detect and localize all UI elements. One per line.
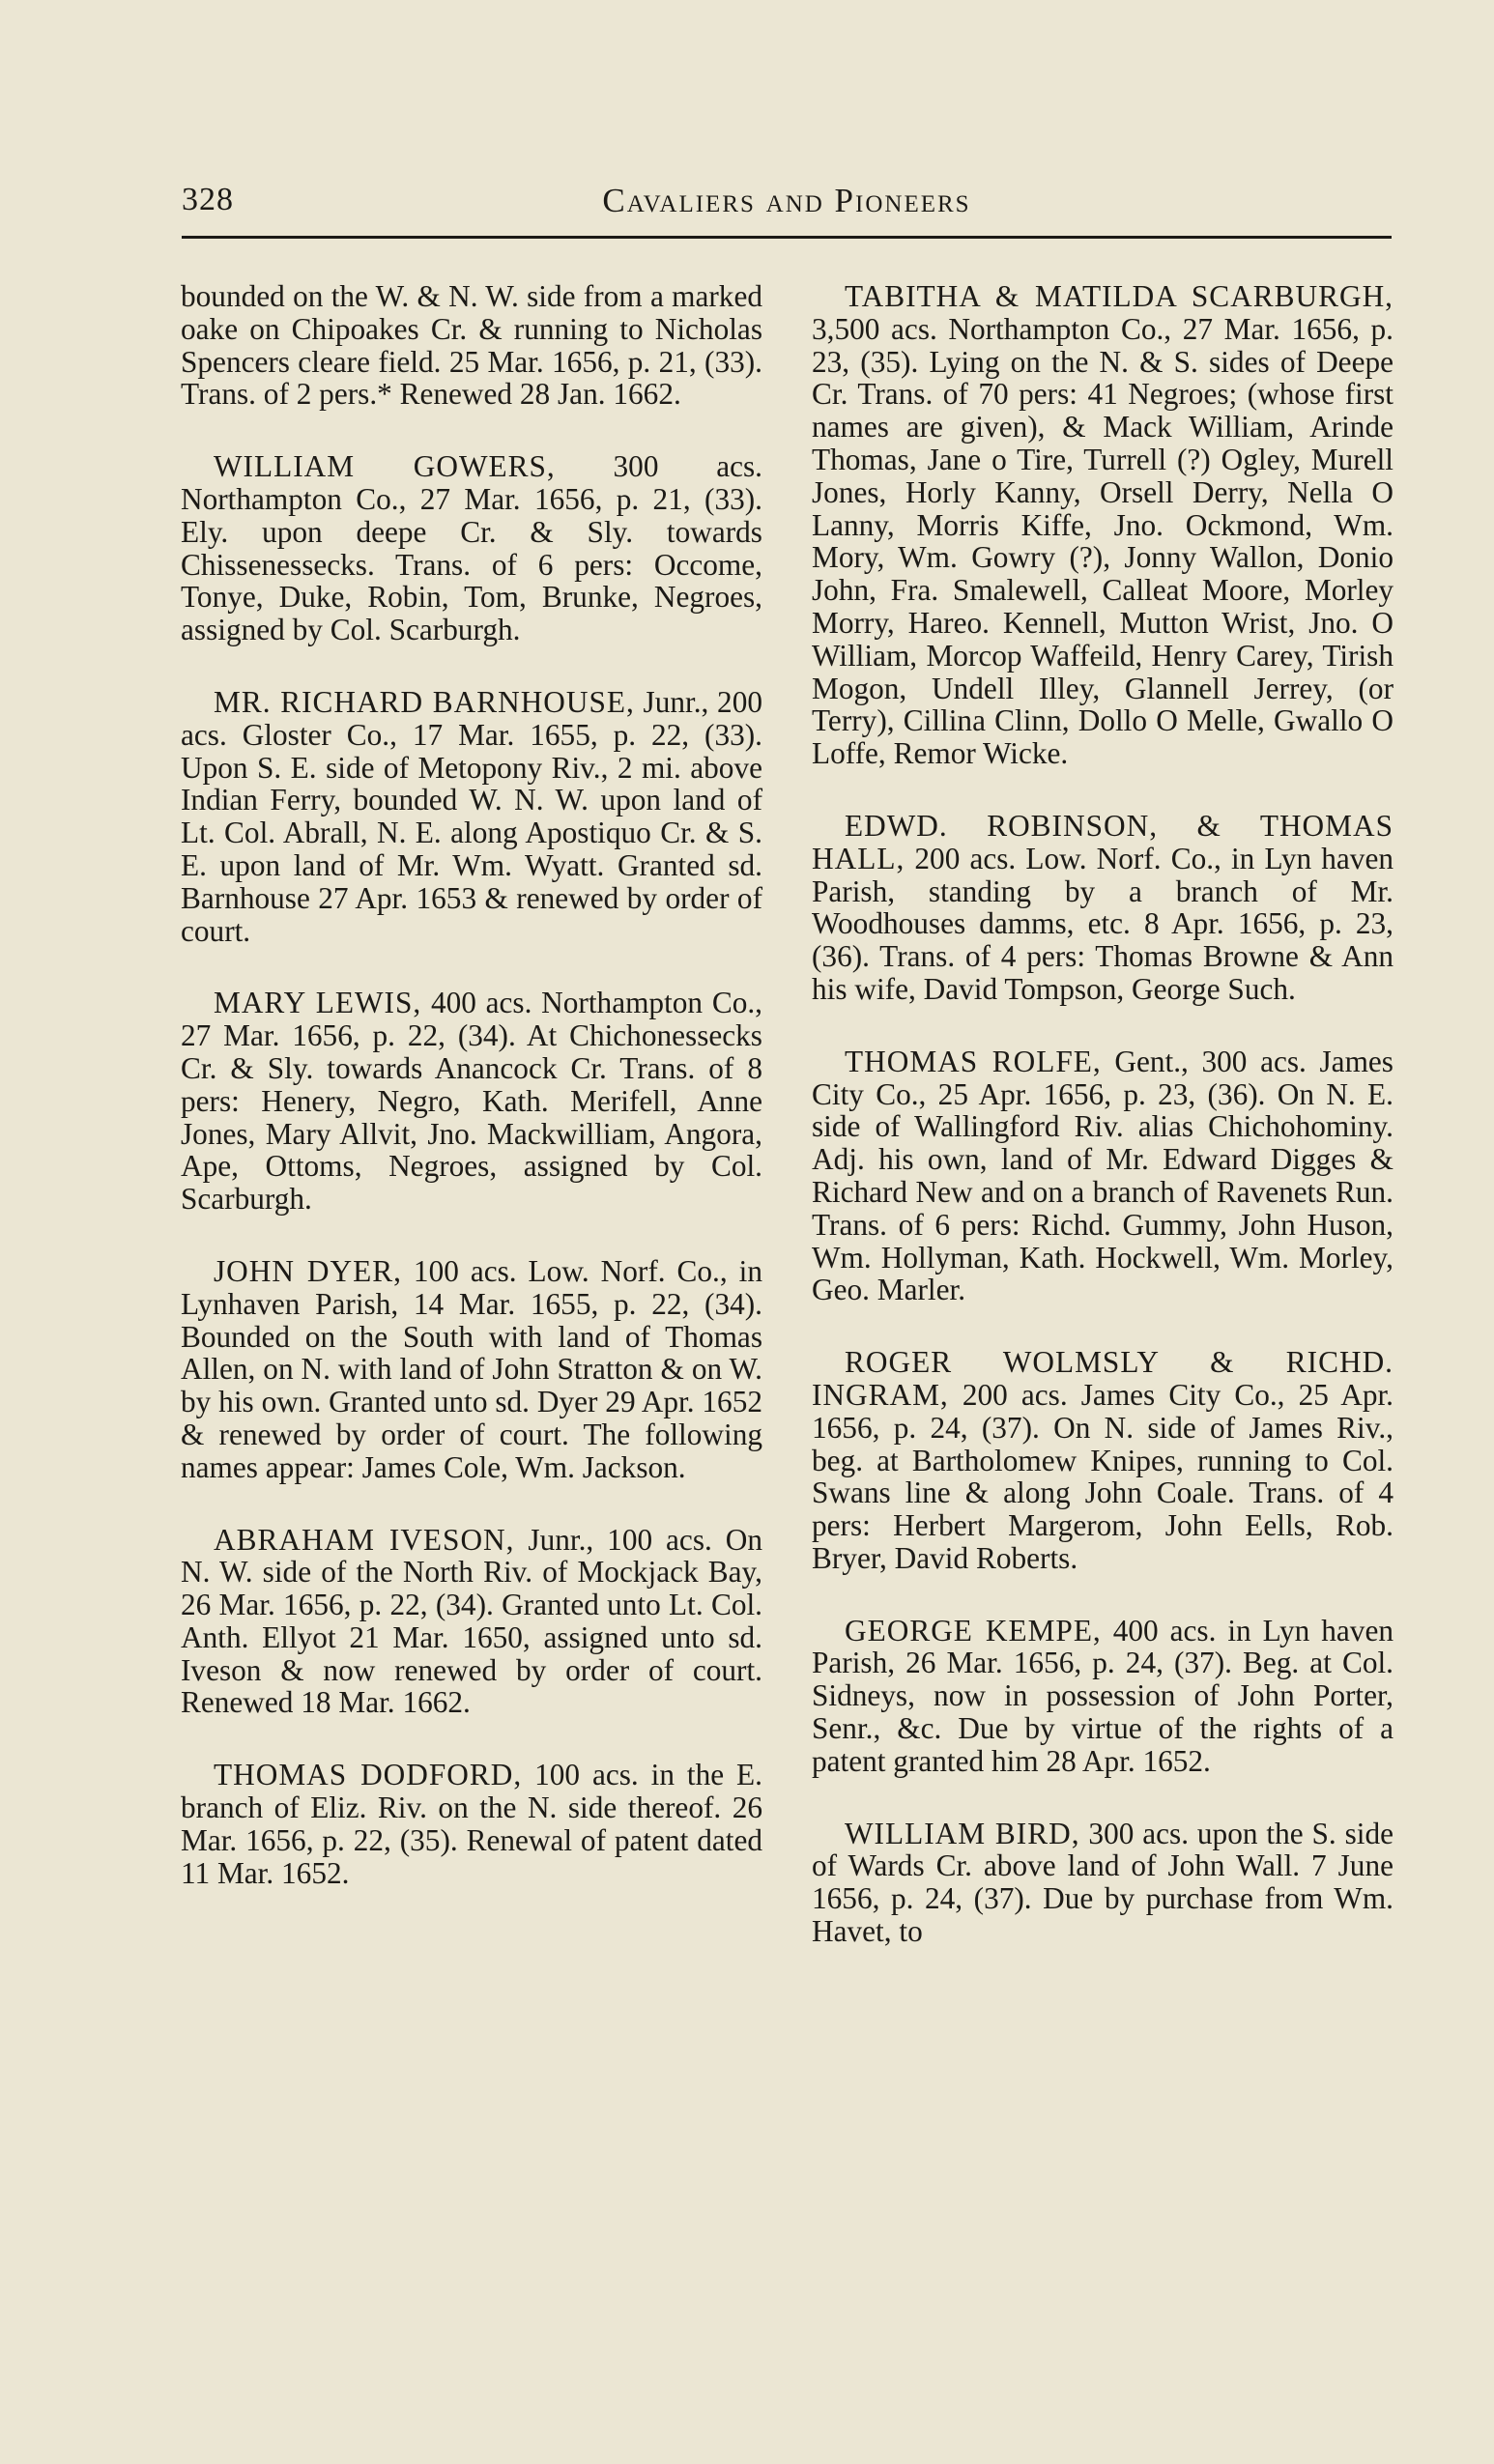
grantee-name: THOMAS DODFORD,	[214, 1758, 523, 1792]
grantee-name: TABITHA & MATILDA SCARBURGH,	[845, 279, 1393, 313]
left-column	[181, 280, 762, 1929]
entry-text: 300 acs. Northampton Co., 27 Mar. 1656, p. 21, (33). Ely. upon deepe Cr. & Sly. towards Chissenessecks. Trans. of 6 pers: Occome, Tonye, Duke, Robin, Tom, Brunke, Negroes, assigned by Col. Scarburgh.	[181, 449, 762, 647]
entry-text: Gent., 300 acs. James City Co., 25 Apr. 1656, p. 23, (36). On N. E. side of Wallingford Riv. alias Chichohominy. Adj. his own, land of Mr. Edward Digges & Richard New and on a branch of Ravenets Run. Trans. of 6 pers: Richd. Gummy, John Huson, Wm. Hollyman, Kath. Hockwell, Wm. Morley, Geo. Marler.	[812, 1044, 1393, 1307]
entry	[181, 1759, 762, 1889]
entry	[181, 450, 762, 646]
entry-continuation	[181, 280, 762, 411]
entry	[812, 1346, 1393, 1575]
page-header	[182, 182, 1392, 239]
entry-text: 400 acs. Northampton Co., 27 Mar. 1656, p. 22, (34). At Chichonessecks Cr. & Sly. towards Anancock Cr. Trans. of 8 pers: Henery, Negro, Kath. Merifell, Anne Jones, Mary Allvit, Jno. Mackwilliam, Angora, Ape, Ottoms, Negroes, assigned by Col. Scarburgh.	[181, 986, 762, 1217]
entry-text: 400 acs. in Lyn haven Parish, 26 Mar. 1656, p. 24, (37). Beg. at Col. Sidneys, now in possession of John Porter, Senr., &c. Due by virtue of the rights of a patent granted him 28 Apr. 1652.	[812, 1613, 1393, 1778]
grantee-name: EDWD. ROBINSON, & THOMAS HALL,	[812, 808, 1393, 875]
entry	[812, 1818, 1393, 1948]
entry-text: 200 acs. James City Co., 25 Apr. 1656, p. 24, (37). On N. side of James Riv., beg. at Bartholomew Knipes, running to Col. Swans line & along John Coale. Trans. of 4 pers: Herbert Margerom, John Eells, Rob. Bryer, David Roberts.	[812, 1377, 1393, 1575]
entry-text: 100 acs. in the E. branch of Eliz. Riv. on the N. side thereof. 26 Mar. 1656, p. 22, (35). Renewal of patent dated 11 Mar. 1652.	[181, 1758, 763, 1890]
entry-text: Junr., 100 acs. On N. W. side of the North Riv. of Mockjack Bay, 26 Mar. 1656, p. 22, (34). Granted unto Lt. Col. Anth. Ellyot 21 Mar. 1650, assigned unto sd. Iveson & now renewed by order of court. Renewed 18 Mar. 1662.	[181, 1522, 762, 1720]
entry-text: bounded on the W. & N. W. side from a marked oake on Chipoakes Cr. & running to Nicholas Spencers cleare field. 25 Mar. 1656, p. 21, (33). Trans. of 2 pers.* Renewed 28 Jan. 1662.	[181, 279, 762, 412]
grantee-name: WILLIAM GOWERS,	[214, 449, 556, 484]
grantee-name: ABRAHAM IVESON,	[214, 1522, 515, 1557]
grantee-name: JOHN DYER,	[214, 1253, 402, 1288]
grantee-name: GEORGE KEMPE,	[845, 1613, 1102, 1647]
entry	[812, 280, 1393, 770]
entry-text: Junr., 200 acs. Gloster Co., 17 Mar. 1655, p. 22, (33). Upon S. E. side of Metopony Riv., 2 mi. above Indian Ferry, bounded W. N. W. upon land of Lt. Col. Abrall, N. E. along Apostiquo Cr. & S. E. upon land of Mr. Wm. Wyatt. Granted sd. Barnhouse 27 Apr. 1653 & renewed by order of court.	[181, 684, 762, 948]
entry	[181, 1255, 762, 1484]
grantee-name: MR. RICHARD BARNHOUSE,	[214, 684, 635, 719]
entry	[812, 1046, 1393, 1306]
entry	[181, 987, 762, 1216]
right-column	[812, 280, 1393, 1988]
entry-text: 200 acs. Low. Norf. Co., in Lyn haven Parish, standing by a branch of Mr. Woodhouses damms, etc. 8 Apr. 1656, p. 23, (36). Trans. of 4 pers: Thomas Browne & Ann his wife, David Tompson, George Such.	[812, 841, 1393, 1006]
entry-text: 3,500 acs. Northampton Co., 27 Mar. 1656, p. 23, (35). Lying on the N. & S. sides of Deepe Cr. Trans. of 70 pers: 41 Negroes; (whose first names are given), & Mack William, Arinde Thomas, Jane o Tire, Turrell (?) Ogley, Murell Jones, Horly Kanny, Orsell Derry, Nella O Lanny, Morris Kiffe, Jno. Ockmond, Wm. Mory, Wm. Gowry (?), Jonny Wallon, Donio John, Fra. Smalewell, Calleat Moore, Morley Morry, Hareo. Kennell, Mutton Wrist, Jno. O William, Morcop Waffeild, Henry Carey, Tirish Mogon, Undell Illey, Glannell Jerrey, (or Terry), Cillina Clinn, Dollo O Melle, Gwallo O Loffe, Remor Wicke.	[812, 311, 1393, 771]
page-number: 328	[182, 182, 234, 217]
entry	[812, 810, 1393, 1006]
grantee-name: WILLIAM BIRD,	[845, 1816, 1080, 1850]
entry-text: 100 acs. Low. Norf. Co., in Lynhaven Parish, 14 Mar. 1655, p. 22, (34). Bounded on the South with land of Thomas Allen, on N. with land of John Stratton & on W. by his own. Granted unto sd. Dyer 29 Apr. 1652 & renewed by order of court. The following names appear: James Cole, Wm. Jackson.	[181, 1253, 762, 1484]
entry	[181, 1524, 762, 1720]
grantee-name: MARY LEWIS,	[214, 986, 422, 1020]
running-title: Cavaliers and Pioneers	[602, 182, 971, 219]
grantee-name: ROGER WOLMSLY & RICHD. INGRAM,	[812, 1345, 1393, 1412]
entry	[181, 686, 762, 947]
entry-text: 300 acs. upon the S. side of Wards Cr. above land of John Wall. 7 June 1656, p. 24, (37). Due by purchase from Wm. Havet, to	[812, 1816, 1394, 1949]
grantee-name: THOMAS ROLFE,	[845, 1044, 1102, 1078]
entry	[812, 1615, 1393, 1778]
